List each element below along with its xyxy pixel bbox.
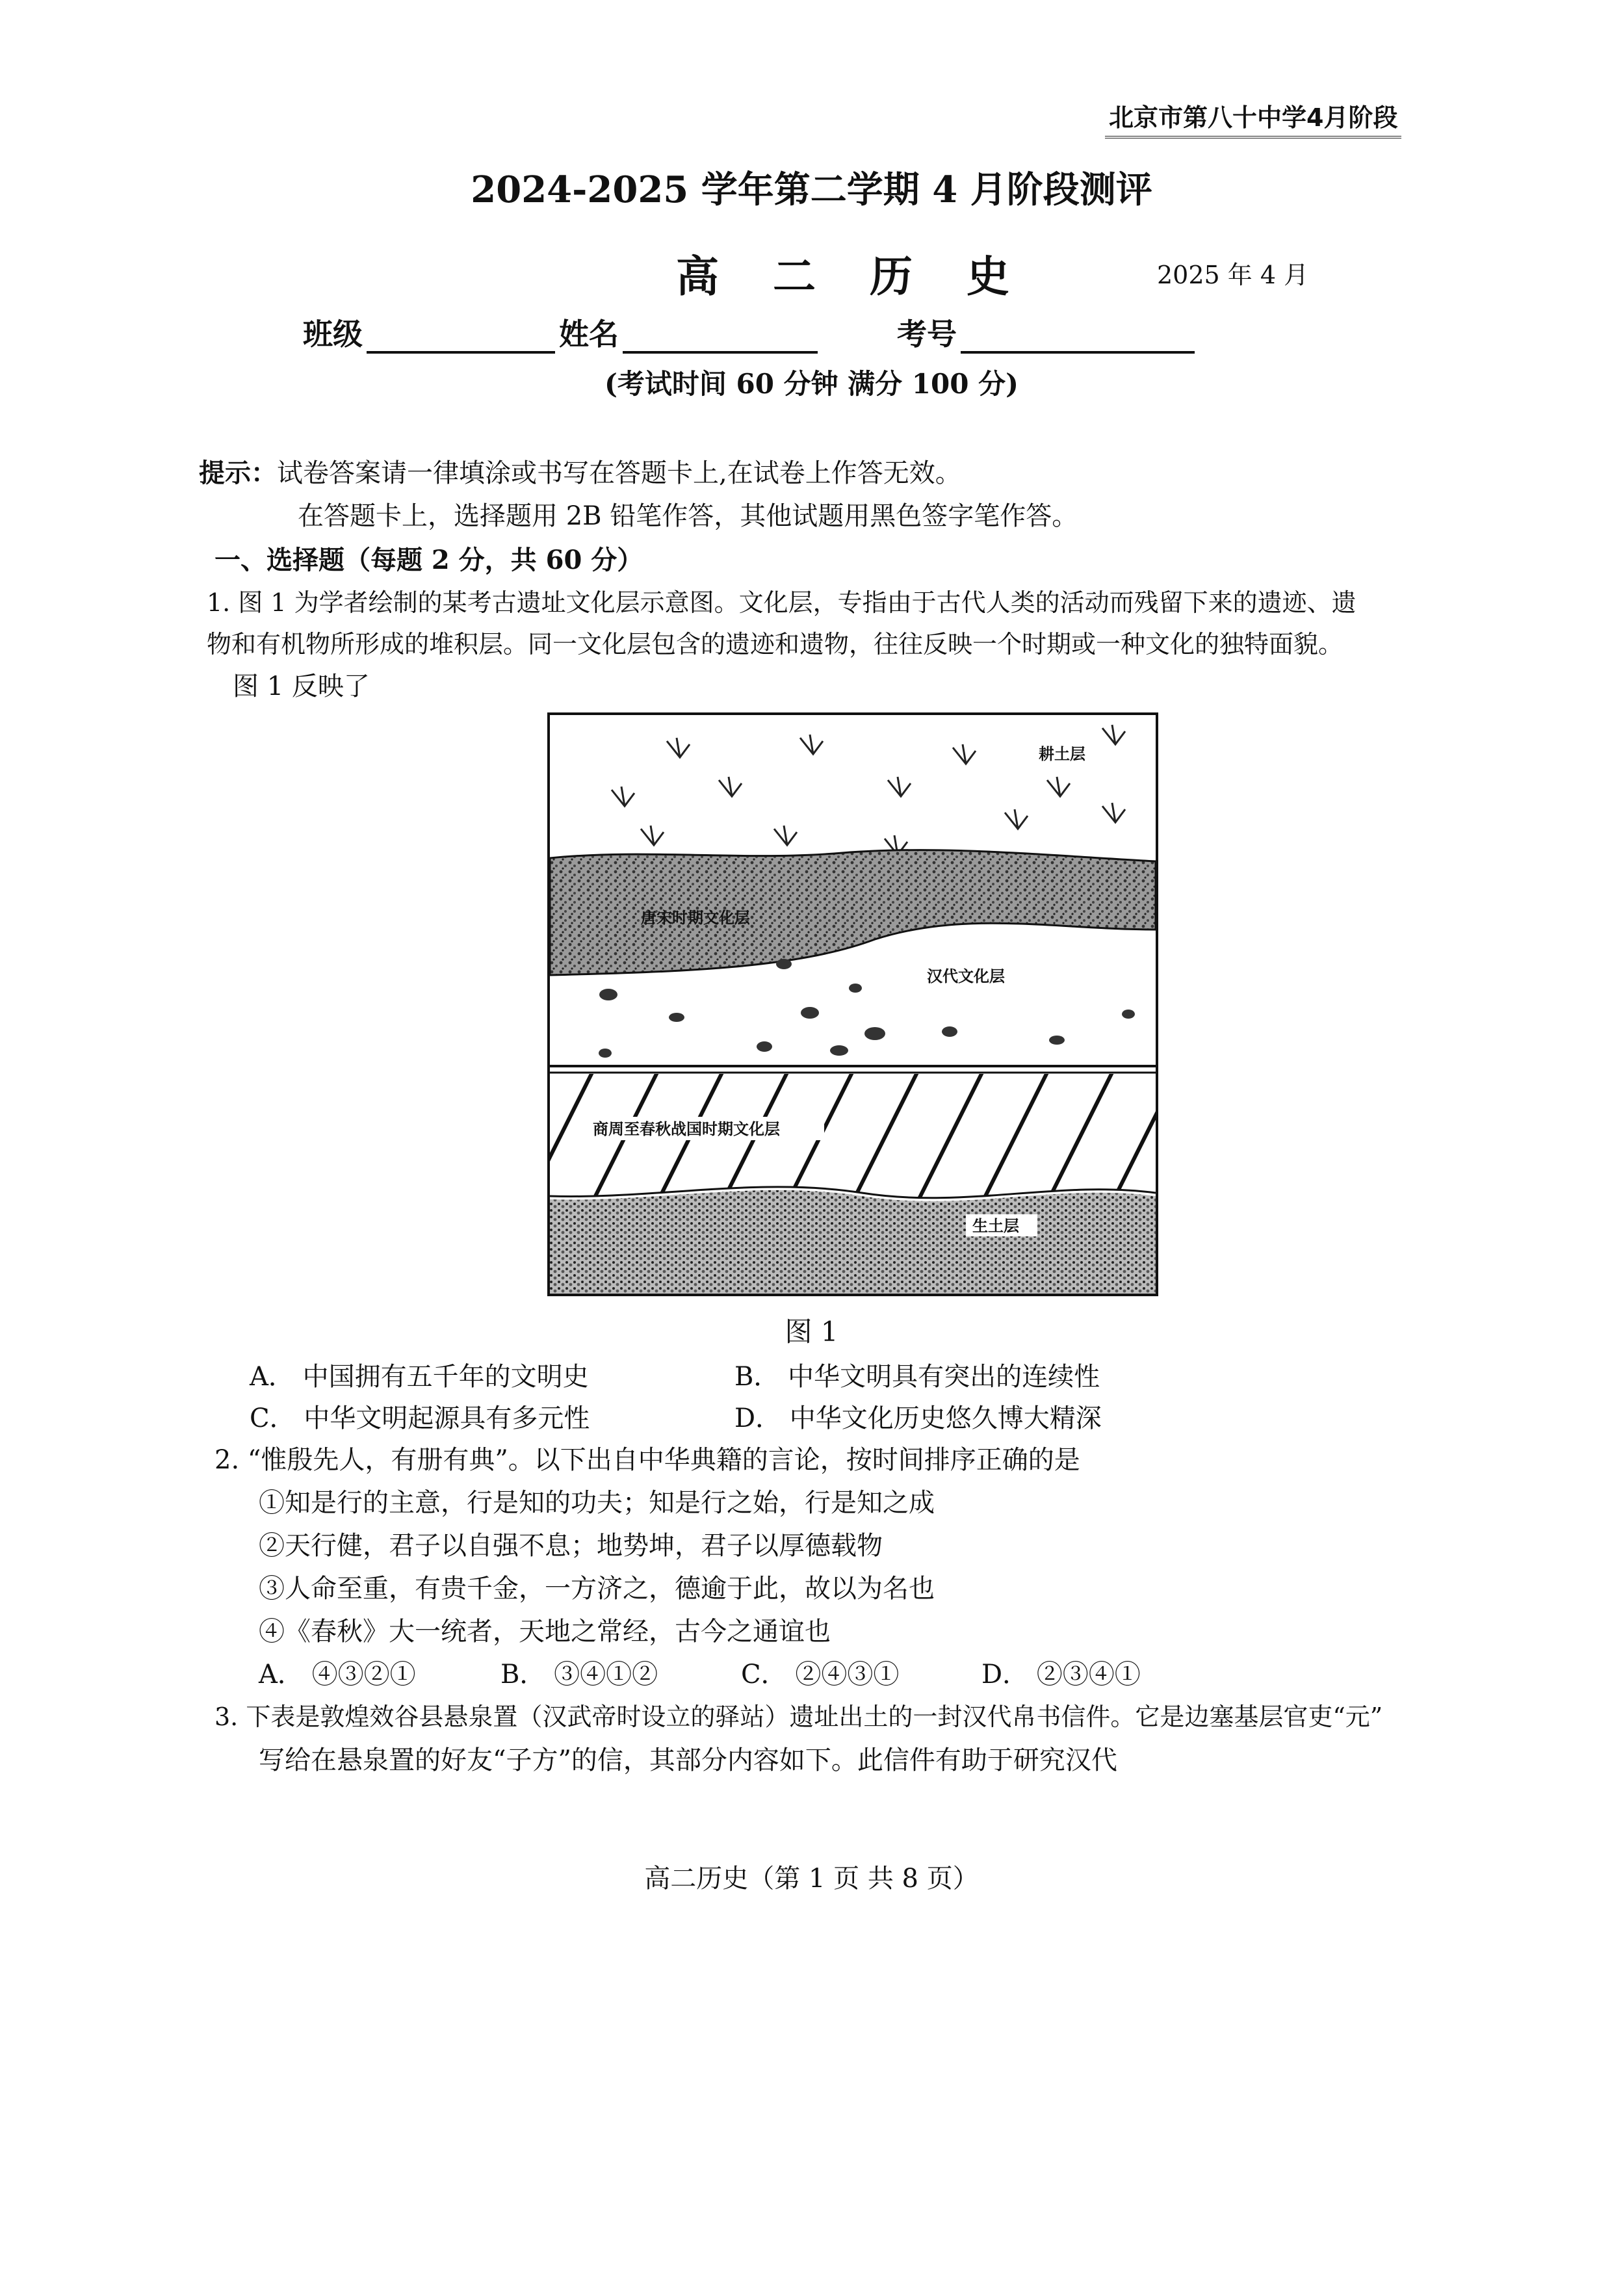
q2-item-4: ④《春秋》大一统者，天地之常经，古今之通谊也	[259, 1617, 831, 1647]
layer-label-4: 商周至春秋战国时期文化层	[593, 1119, 780, 1138]
q1-line-2: 物和有机物所形成的堆积层。同一文化层包含的遗迹和遗物，往往反映一个时期或一种文化的独特面貌。	[207, 630, 1344, 659]
q2-option-d[interactable]: D． ②③④①	[981, 1660, 1141, 1689]
q3-line-2: 写给在悬泉置的好友“子方”的信，其部分内容如下。此信件有助于研究汉代	[259, 1745, 1117, 1775]
class-label: 班级	[303, 317, 363, 352]
raw-soil-layer	[550, 1190, 1156, 1294]
q3-line-1: 3. 下表是敦煌效谷县悬泉置（汉武帝时设立的驿站）遗址出土的一封汉代帛书信件。它是边塞基层官吏“元”	[214, 1702, 1383, 1731]
notice-line-1	[199, 452, 961, 489]
section-heading: 一、选择题（每题 2 分，共 60 分）	[214, 545, 643, 575]
figure-1	[547, 712, 1158, 1296]
exam-info: (考试时间 60 分钟 满分 100 分)	[604, 368, 1019, 400]
layer-label-2: 唐宋时期文化层	[641, 908, 750, 927]
stratigraphy-diagram	[550, 715, 1156, 1294]
q1-option-d[interactable]: D． 中华文化历史悠久博大精深	[734, 1403, 1102, 1433]
q1-option-b[interactable]: B． 中华文明具有突出的连续性	[734, 1362, 1100, 1392]
q2-stem: 2. “惟殷先人，有册有典”。以下出自中华典籍的言论，按时间排序正确的是	[214, 1445, 1080, 1475]
notice-label: 提示：	[199, 458, 277, 488]
page-footer: 高二历史（第 1 页 共 8 页）	[644, 1864, 979, 1894]
school-stamp: 北京市第八十中学4月阶段	[1105, 98, 1401, 138]
layer-label-1: 耕土层	[1039, 744, 1085, 763]
figure-caption: 图 1	[785, 1316, 838, 1348]
notice-text-1: 试卷答案请一律填涂或书写在答题卡上,在试卷上作答无效。	[277, 458, 961, 488]
q1-line-3: 图 1 反映了	[233, 672, 370, 701]
stone-marks	[599, 959, 1135, 1058]
q1-line-1: 1. 图 1 为学者绘制的某考古遗址文化层示意图。文化层，专指由于古代人类的活动而残留下来的遗迹、遗	[207, 588, 1357, 617]
name-field[interactable]	[559, 311, 818, 354]
q2-option-c[interactable]: C． ②④③①	[741, 1660, 900, 1689]
class-blank[interactable]	[367, 351, 555, 354]
q2-item-1: ①知是行的主意，行是知的功夫；知是行之始，行是知之成	[259, 1488, 935, 1518]
layer-label-3: 汉代文化层	[927, 967, 1005, 985]
name-blank[interactable]	[623, 351, 818, 354]
name-label: 姓名	[559, 317, 619, 352]
q2-item-2: ②天行健，君子以自强不息；地势坤，君子以厚德载物	[259, 1531, 883, 1561]
layer-label-5: 生土层	[972, 1216, 1019, 1235]
id-field[interactable]	[897, 311, 1195, 354]
exam-date: 2025 年 4 月	[1157, 261, 1309, 289]
exam-title: 2024-2025 学年第二学期 4 月阶段测评	[471, 168, 1152, 211]
q2-option-a[interactable]: A． ④③②①	[259, 1660, 416, 1689]
id-blank[interactable]	[961, 351, 1195, 354]
q2-option-b[interactable]: B． ③④①②	[500, 1660, 658, 1689]
notice-line-2: 在答题卡上，选择题用 2B 铅笔作答，其他试题用黑色签字笔作答。	[298, 501, 1078, 531]
subject-title: 高 二 历 史	[676, 251, 1029, 302]
q1-option-c[interactable]: C． 中华文明起源具有多元性	[250, 1403, 590, 1433]
q2-item-3: ③人命至重，有贵千金，一方济之，德逾于此，故以为名也	[259, 1574, 935, 1604]
id-label: 考号	[897, 317, 957, 352]
q1-option-a[interactable]: A． 中国拥有五千年的文明史	[250, 1362, 589, 1392]
class-field[interactable]	[303, 311, 555, 354]
